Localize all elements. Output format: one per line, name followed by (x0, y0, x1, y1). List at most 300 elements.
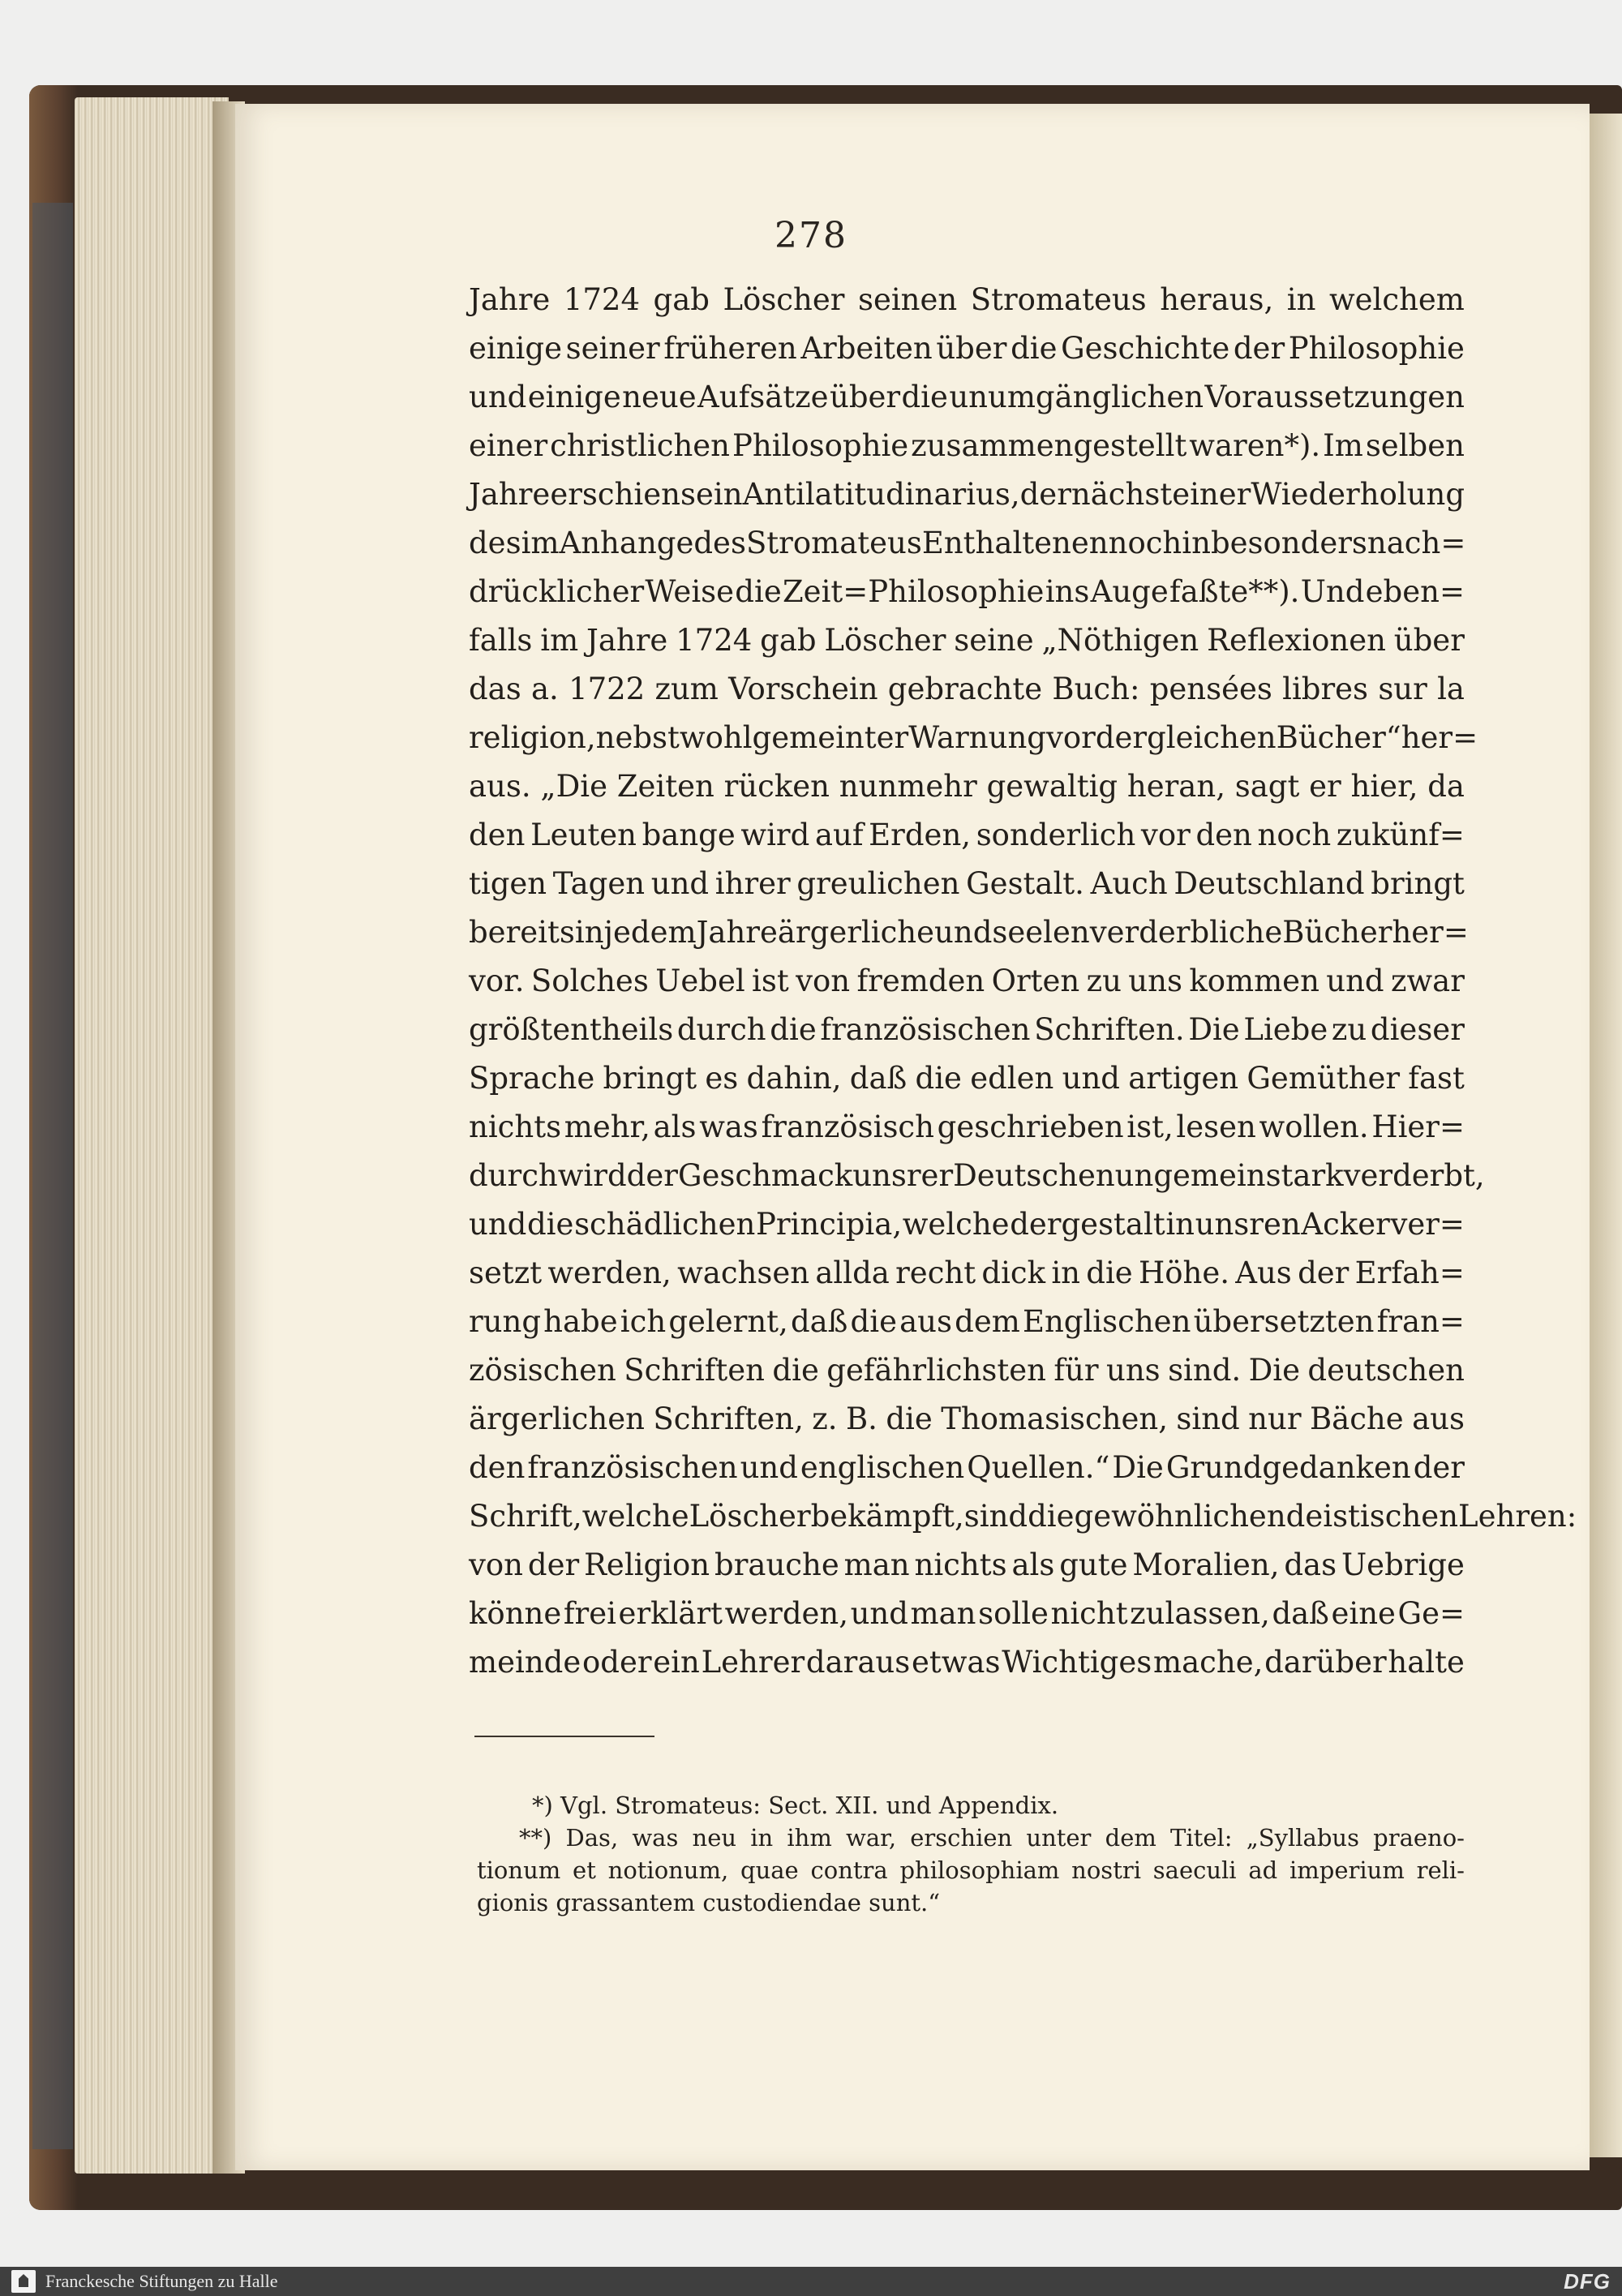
word: der (1019, 477, 1071, 512)
word: unter (1026, 1824, 1092, 1852)
word: dieser (1370, 1012, 1465, 1047)
text-line (469, 963, 1465, 1012)
word: 1724 (676, 623, 753, 658)
word: quae (740, 1856, 799, 1884)
word: saeculi (1152, 1856, 1237, 1884)
word: contra (810, 1856, 888, 1884)
word: daß (1272, 1596, 1329, 1631)
word: gebrachte (887, 672, 1043, 706)
word: fast (1408, 1061, 1465, 1096)
word: Antilatitudinarius, (742, 477, 1020, 512)
book-spine-cloth (32, 203, 73, 2149)
word: Das, (565, 1824, 619, 1852)
word: Enthaltenen (921, 526, 1109, 560)
word: den (469, 818, 526, 852)
word: lesen (1176, 1109, 1256, 1144)
word: welche (902, 1207, 1010, 1242)
word: rücken (723, 769, 830, 804)
text-line (469, 769, 1465, 818)
word: zwar (1390, 963, 1465, 998)
text-line (469, 623, 1465, 672)
word: gewöhnlichen (1074, 1499, 1286, 1534)
word: Aufsätze (697, 380, 829, 414)
word: Philosophie (1288, 331, 1465, 366)
word: Gestalt. (966, 866, 1084, 901)
word: eine (1331, 1596, 1396, 1631)
word: **) (519, 1824, 552, 1852)
word: und (1326, 963, 1384, 998)
word: ver= (1390, 1207, 1465, 1242)
word: über (829, 380, 901, 414)
word: bange (642, 818, 736, 852)
word: noch (1108, 526, 1182, 560)
text-line (469, 1158, 1485, 1207)
text-line (469, 1304, 1465, 1353)
footnote-2-line-1 (477, 1822, 1465, 1854)
word: im (521, 526, 560, 560)
word: Jahre (696, 915, 778, 950)
text-line (469, 477, 1465, 526)
word: die (901, 380, 948, 414)
word: seelenverderbliche (992, 915, 1283, 950)
word: aus (899, 1304, 952, 1339)
word: Löscher (824, 623, 946, 658)
word: ihrer (714, 866, 791, 901)
word: ärgerliche (777, 915, 935, 950)
word: sind (963, 1499, 1028, 1534)
word: als (1011, 1547, 1055, 1582)
footnote-2-line-2 (477, 1854, 1465, 1886)
word: im (540, 623, 579, 658)
word: unsren (1195, 1207, 1301, 1242)
word: Tagen (552, 866, 646, 901)
word: Religion (584, 1547, 710, 1582)
word: gelernt, (668, 1304, 788, 1339)
word: reli- (1416, 1856, 1465, 1884)
word: kommen (1189, 963, 1319, 998)
word: man (843, 1547, 910, 1582)
word: dergleichen (1095, 720, 1277, 755)
word: den (469, 1450, 526, 1485)
word: was (699, 1109, 758, 1144)
word: B. (845, 1401, 878, 1436)
word: oder (581, 1645, 652, 1680)
word: Höhe. (1138, 1255, 1229, 1290)
word: Warnung (908, 720, 1046, 755)
word: Deutschen (953, 1158, 1115, 1193)
word: Reflexionen (1207, 623, 1386, 658)
word: her= (1392, 915, 1469, 950)
text-line (469, 1596, 1465, 1645)
text-line (469, 282, 1465, 331)
word: „Syllabus (1246, 1824, 1359, 1852)
word: der (527, 1547, 580, 1582)
word: die (915, 1061, 962, 1096)
word: wohlgemeinter (679, 720, 909, 755)
word: nunmehr (839, 769, 977, 804)
institution-logo-icon (11, 2270, 36, 2293)
word: früheren (663, 331, 797, 366)
word: imperium (1289, 1856, 1405, 1884)
word: Philosophie (732, 428, 909, 463)
word: das (469, 672, 521, 706)
word: solle (978, 1596, 1049, 1631)
word: von (796, 963, 851, 998)
word: seiner (565, 331, 660, 366)
word: war, (846, 1824, 897, 1852)
word: über (1393, 623, 1465, 658)
word: auf (814, 818, 864, 852)
text-line (469, 1401, 1465, 1450)
word: eben= (1365, 574, 1465, 609)
word: pensées (1149, 672, 1272, 706)
word: Titel: (1170, 1824, 1233, 1852)
word: Arbeiten (800, 331, 933, 366)
word: jedem (603, 915, 697, 950)
word: wird (557, 1158, 627, 1193)
word: Und (1300, 574, 1365, 609)
word: und (740, 1450, 798, 1485)
word: erschien (550, 477, 680, 512)
bleed-through-text (568, 1702, 1460, 1734)
word: könne (469, 1596, 562, 1631)
word: halte (1388, 1645, 1465, 1680)
word: greulichen (796, 866, 960, 901)
word: französischen (820, 1012, 1031, 1047)
word: Wiederholung (1251, 477, 1465, 512)
word: daß (849, 1061, 908, 1096)
text-line (469, 380, 1465, 428)
word: die (527, 1207, 574, 1242)
word: seinen (857, 282, 958, 317)
text-line (469, 1353, 1465, 1401)
word: Jahre (469, 477, 551, 512)
word: Die (1248, 1353, 1300, 1388)
word: 1724 (563, 282, 640, 317)
text-line (469, 1450, 1465, 1499)
word: der (1298, 1255, 1350, 1290)
word: Liebe (1243, 1012, 1328, 1047)
word: des (693, 526, 746, 560)
dfg-logo: DFG (1564, 2269, 1611, 2294)
page-stack-edges (75, 97, 229, 2174)
word: nostri (1071, 1856, 1141, 1884)
word: Vorschein (728, 672, 878, 706)
word: wollen. (1259, 1109, 1369, 1144)
word: erschien (910, 1824, 1013, 1852)
word: Löscher (689, 1499, 811, 1534)
text-line (469, 915, 1469, 963)
text-line (469, 1255, 1465, 1304)
word: a. (530, 672, 559, 706)
word: und (1062, 1061, 1120, 1096)
word: ihm (787, 1824, 832, 1852)
text-line (469, 1499, 1577, 1547)
word: aus. (469, 769, 531, 804)
word: erklärt (618, 1596, 723, 1631)
word: nicht (1050, 1596, 1128, 1631)
word: nebst (595, 720, 680, 755)
word: wachsen (677, 1255, 810, 1290)
word: z. (812, 1401, 838, 1436)
word: frei (563, 1596, 616, 1631)
footnote-1: *) Vgl. Stromateus: Sect. XII. und Appendix. (532, 1792, 1059, 1819)
word: artigen (1128, 1061, 1239, 1096)
word: setzt (469, 1255, 543, 1290)
word: „Nöthigen (1041, 623, 1199, 658)
word: da (1427, 769, 1465, 804)
word: uns (1128, 963, 1182, 998)
word: „Die (540, 769, 607, 804)
word: für (1053, 1353, 1099, 1388)
word: als (653, 1109, 697, 1144)
text-line (469, 720, 1478, 769)
word: fran= (1376, 1304, 1465, 1339)
text-line (469, 331, 1465, 380)
word: ärgerlichen (469, 1401, 645, 1436)
text-line (469, 866, 1465, 915)
word: einer (1172, 477, 1251, 512)
text-line (469, 818, 1465, 866)
word: dem (955, 1304, 1020, 1339)
word: Solches (530, 963, 649, 998)
word: dick (981, 1255, 1046, 1290)
word: Voraussetzungen (1204, 380, 1465, 414)
word: recht (895, 1255, 976, 1290)
text-line (469, 672, 1465, 720)
word: heran, (1126, 769, 1225, 804)
word: verderbt, (1343, 1158, 1485, 1193)
word: aus (1412, 1401, 1465, 1436)
word: einer (469, 428, 548, 463)
word: 1722 (569, 672, 646, 706)
word: in (1051, 1255, 1080, 1290)
word: noch (1257, 818, 1332, 852)
word: allda (815, 1255, 890, 1290)
word: und (469, 380, 527, 414)
word: und (850, 1596, 908, 1631)
word: den (1195, 818, 1252, 852)
text-line (469, 1061, 1465, 1109)
word: daß (790, 1304, 848, 1339)
word: Die (1188, 1012, 1240, 1047)
word: der (1233, 331, 1285, 366)
word: die (772, 1353, 819, 1388)
word: stark (1265, 1158, 1344, 1193)
word: Geschmack (677, 1158, 853, 1193)
word: unsrer (852, 1158, 954, 1193)
text-line (469, 526, 1465, 574)
word: vor. (469, 963, 525, 998)
word: gewaltig (986, 769, 1118, 804)
word: dahin, (746, 1061, 842, 1096)
word: zusammengestellt (911, 428, 1187, 463)
word: waren*). (1189, 428, 1321, 463)
word: edlen (970, 1061, 1054, 1096)
text-line (469, 1207, 1465, 1255)
word: zösischen (469, 1353, 616, 1388)
word: die (1086, 1255, 1133, 1290)
word: her= (1401, 720, 1478, 755)
word: die (770, 1012, 817, 1047)
word: sur (1378, 672, 1427, 706)
word: libres (1282, 672, 1369, 706)
word: nichts (469, 1109, 562, 1144)
word: dem (1105, 1824, 1156, 1852)
word: notionum, (607, 1856, 729, 1884)
word: von (469, 1547, 524, 1582)
word: die (850, 1304, 897, 1339)
word: zukünf= (1336, 818, 1465, 852)
word: werden, (547, 1255, 672, 1290)
word: mache, (1153, 1645, 1264, 1680)
word: Deutschland (1174, 866, 1365, 901)
word: praeno- (1373, 1824, 1465, 1852)
word: bereits (469, 915, 575, 950)
word: wird (740, 818, 810, 852)
word: darüber (1264, 1645, 1387, 1680)
word: Jahre (586, 623, 668, 658)
word: Die (1112, 1450, 1164, 1485)
word: man (910, 1596, 976, 1631)
word: Schrift, (469, 1499, 582, 1534)
page-number: 278 (775, 215, 847, 256)
word: ad (1248, 1856, 1278, 1884)
word: Uebel (655, 963, 745, 998)
word: in (750, 1824, 774, 1852)
word: Grundgedanken (1165, 1450, 1411, 1485)
word: größtentheils (469, 1012, 674, 1047)
word: nur (1248, 1401, 1302, 1436)
word: Buch: (1052, 672, 1140, 706)
word: faßte**). (1169, 574, 1300, 609)
word: Hier= (1371, 1109, 1465, 1144)
word: meinde (469, 1645, 581, 1680)
word: Zeit=Philosophie (782, 574, 1045, 609)
word: einige (469, 331, 562, 366)
text-line (469, 574, 1465, 623)
word: unumgänglichen (949, 380, 1204, 414)
word: sein (680, 477, 743, 512)
word: neu (692, 1824, 737, 1852)
word: in (1165, 1207, 1195, 1242)
word: Auge (1090, 574, 1169, 609)
word: ein (653, 1645, 700, 1680)
text-line (469, 1012, 1465, 1061)
word: uns (1105, 1353, 1161, 1388)
word: in (1182, 526, 1211, 560)
word: nächst (1071, 477, 1173, 512)
word: Jahre (469, 282, 551, 317)
word: die (735, 574, 782, 609)
word: durch (676, 1012, 766, 1047)
word: gefährlichsten (826, 1353, 1046, 1388)
word: brauche (714, 1547, 839, 1582)
word: Quellen.“ (967, 1450, 1110, 1485)
text-line (469, 428, 1465, 477)
word: daraus (805, 1645, 911, 1680)
word: Bäche (1309, 1401, 1404, 1436)
word: Acker (1301, 1207, 1390, 1242)
word: Uebrige (1341, 1547, 1465, 1582)
word: Thomasischen, (941, 1401, 1168, 1436)
word: Auch (1090, 866, 1168, 901)
word: gab (760, 623, 817, 658)
word: etwas (911, 1645, 1001, 1680)
word: Schriften (624, 1353, 765, 1388)
word: Lehrer (701, 1645, 805, 1680)
word: gute (1059, 1547, 1128, 1582)
word: französischen (527, 1450, 738, 1485)
word: englischen (800, 1450, 965, 1485)
word: es (705, 1061, 739, 1096)
word: was (632, 1824, 679, 1852)
word: Orten (991, 963, 1080, 998)
word: zulassen, (1130, 1596, 1270, 1631)
word: vor (1140, 818, 1191, 852)
word: Gemüther (1247, 1061, 1401, 1096)
word: heraus, (1160, 282, 1274, 317)
word: seine (954, 623, 1034, 658)
word: bringt (603, 1061, 697, 1096)
word: fremden (856, 963, 985, 998)
next-page-edge (1588, 114, 1622, 2157)
word: ungemein (1114, 1158, 1266, 1193)
word: und (469, 1207, 527, 1242)
word: bekämpft, (810, 1499, 964, 1534)
word: dergestalt (1010, 1207, 1165, 1242)
word: philosophiam (899, 1856, 1060, 1884)
word: ich (620, 1304, 667, 1339)
word: Zeiten (616, 769, 714, 804)
word: ist (752, 963, 789, 998)
word: des (469, 526, 521, 560)
word: über (936, 331, 1007, 366)
word: Weise (645, 574, 735, 609)
word: tionum (477, 1856, 561, 1884)
word: la (1437, 672, 1465, 706)
word: rung (469, 1304, 542, 1339)
word: vor (1045, 720, 1096, 755)
word: Bücher (1282, 915, 1392, 950)
word: hier, (1350, 769, 1418, 804)
word: nach= (1367, 526, 1466, 560)
word: er (1309, 769, 1341, 804)
institution-label: Franckesche Stiftungen zu Halle (45, 2271, 278, 2291)
word: deutschen (1307, 1353, 1465, 1388)
word: die (1028, 1499, 1075, 1534)
word: sonderlich (976, 818, 1136, 852)
word: in (1286, 282, 1316, 317)
word: welche (581, 1499, 689, 1534)
word: Anhange (559, 526, 694, 560)
word: Im (1323, 428, 1363, 463)
word: welchem (1328, 282, 1465, 317)
word: und (934, 915, 993, 950)
word: falls (469, 623, 533, 658)
word: nichts (914, 1547, 1007, 1582)
word: deistischen (1285, 1499, 1459, 1534)
word: sagt (1234, 769, 1300, 804)
text-line (469, 1109, 1465, 1158)
word: Ge= (1397, 1596, 1465, 1631)
word: Leuten (530, 818, 637, 852)
footnotes (477, 1789, 1465, 1919)
word: Moralien, (1132, 1547, 1280, 1582)
text-line (469, 1645, 1465, 1693)
body-text (469, 282, 1577, 1693)
word: et (573, 1856, 596, 1884)
